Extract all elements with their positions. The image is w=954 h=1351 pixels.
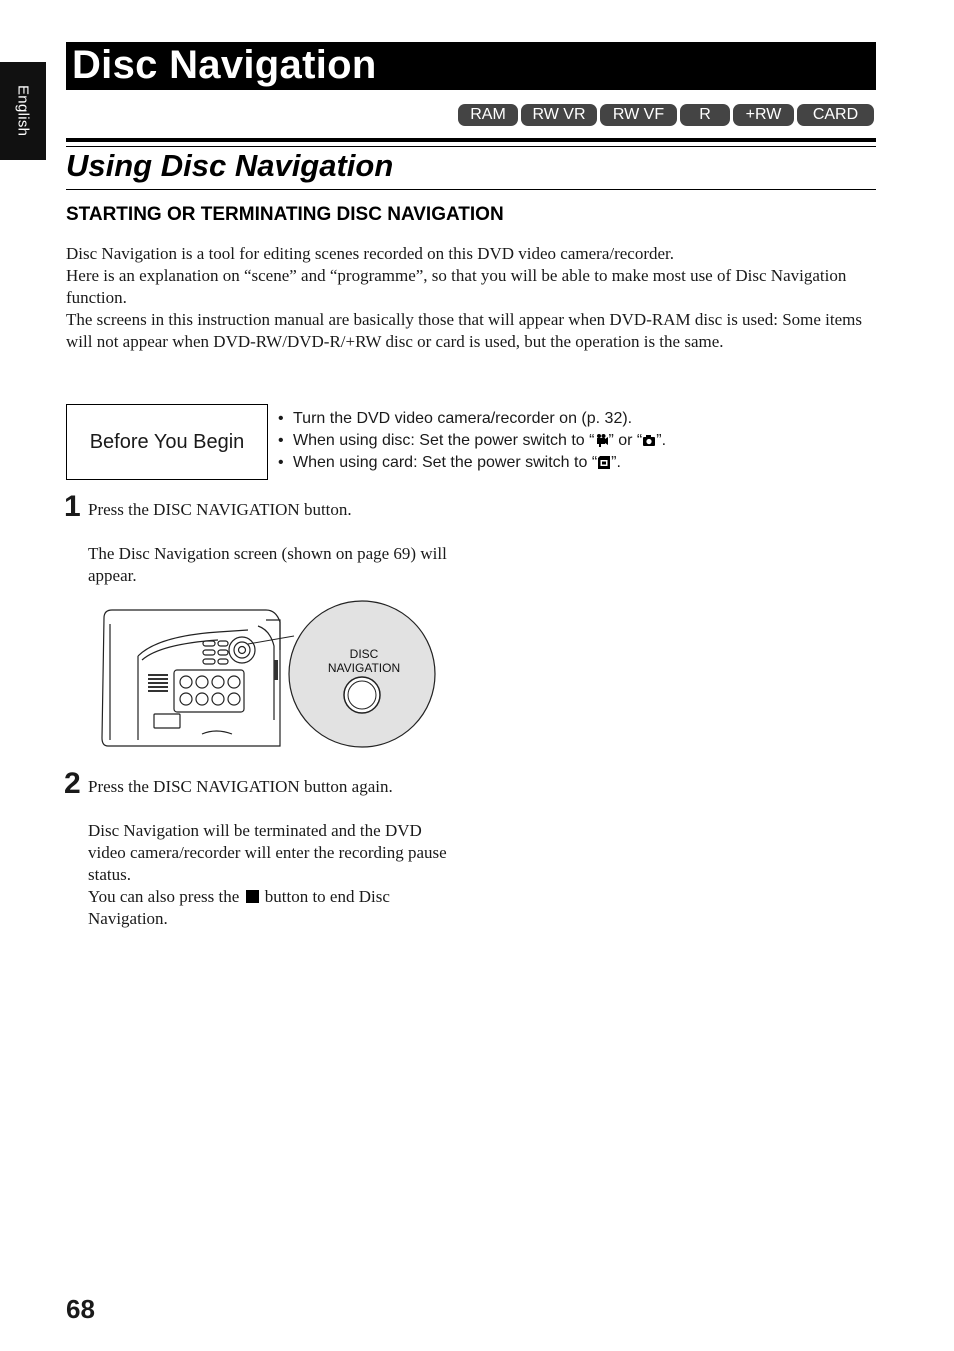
list-item-text: Turn the DVD video camera/recorder on (p. 32). [293, 410, 633, 427]
step-1-text [88, 499, 448, 587]
step-note-text: button to end Disc Navigation. [88, 887, 390, 928]
intro-paragraph: Disc Navigation is a tool for editing scenes recorded on this DVD video camera/recorder. [66, 244, 675, 263]
intro-paragraph: The screens in this instruction manual are basically those that will appear when DVD-RAM disc is used: Some items will not appear when DVD-RW/DVD-R/+RW disc or card is used, but the operation is the same. [66, 310, 862, 351]
list-item-text: ”. [656, 432, 667, 449]
button-label: DISC [349, 647, 379, 661]
badge-rw-vr: RW VR [521, 104, 597, 126]
section-title: Using Disc Navigation [66, 148, 394, 183]
badge-card: CARD [797, 104, 874, 126]
list-item-text: When using disc: Set the power switch to “ [293, 432, 595, 449]
card-mode-icon [597, 455, 611, 470]
before-you-begin-label: Before You Begin [89, 430, 245, 453]
intro-paragraph: Here is an explanation on “scene” and “programme”, so that you will be able to make most use of Disc Navigation function. [66, 266, 847, 307]
badge-r: R [680, 104, 730, 126]
step-note-text: You can also press the [88, 887, 240, 906]
step-number: 2 [64, 767, 81, 800]
movie-camera-icon [594, 433, 608, 448]
stop-icon [246, 890, 259, 903]
list-item [276, 430, 666, 452]
step-instruction: Press the DISC NAVIGATION button. [88, 500, 352, 519]
intro-text [66, 243, 866, 353]
page-number: 68 [66, 1294, 95, 1324]
compatible-media-badges [458, 104, 874, 126]
list-item [276, 408, 666, 430]
step-detail: Disc Navigation will be terminated and the DVD video camera/recorder will enter the recording pause status. [88, 821, 447, 884]
still-camera-icon [642, 433, 656, 448]
badge-ram: RAM [458, 104, 518, 126]
page-title: Disc Navigation [72, 43, 377, 87]
step-number: 1 [64, 490, 81, 523]
step-detail: The Disc Navigation screen (shown on page 69) will appear. [88, 544, 447, 585]
list-item-text: ” or “ [608, 432, 643, 449]
list-item-text: ”. [611, 454, 621, 471]
button-label: NAVIGATION [327, 661, 401, 675]
step-note [88, 886, 448, 930]
badge-rw-vf: RW VF [600, 104, 677, 126]
list-item [276, 452, 666, 474]
step-instruction: Press the DISC NAVIGATION button again. [88, 777, 393, 796]
divider [66, 189, 876, 190]
language-label: English [14, 85, 32, 137]
badge-plus-rw: +RW [733, 104, 794, 126]
before-you-begin-box [66, 404, 268, 480]
step-2-text [88, 776, 448, 930]
divider [66, 138, 876, 142]
language-tab [0, 62, 46, 160]
list-item-text: When using card: Set the power switch to “ [293, 454, 598, 471]
before-you-begin-list [276, 408, 666, 474]
divider [66, 146, 876, 147]
title-bar [66, 42, 876, 90]
camcorder-illustration [98, 600, 438, 752]
subsection-title: STARTING OR TERMINATING DISC NAVIGATION [66, 204, 504, 225]
